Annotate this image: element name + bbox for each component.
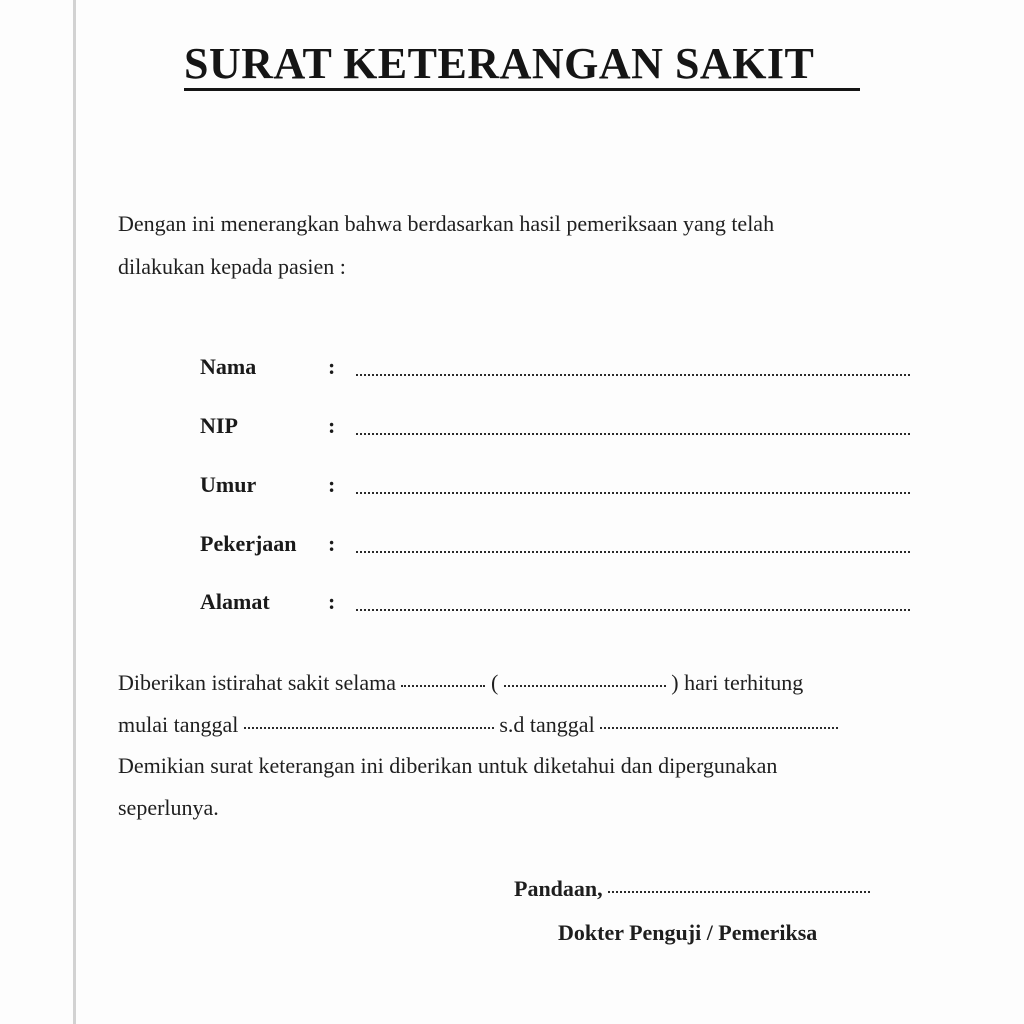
place-name: Pandaan,: [514, 876, 603, 901]
field-blank-pekerjaan[interactable]: [356, 551, 910, 553]
closing-line-2: seperlunya.: [118, 795, 219, 820]
field-label-nip: NIP: [200, 413, 238, 438]
field-row-nama: [200, 354, 912, 384]
intro-line-1: Dengan ini menerangkan bahwa berdasarkan hasil pemeriksaan yang telah: [118, 211, 775, 236]
field-label-umur: Umur: [200, 472, 257, 497]
date-end-blank[interactable]: [600, 727, 838, 729]
field-colon: :: [328, 531, 336, 556]
document-title: SURAT KETERANGAN SAKIT: [184, 39, 815, 88]
field-colon: :: [328, 413, 336, 438]
rest-days-close-paren: ): [671, 670, 679, 695]
field-row-umur: [200, 472, 912, 502]
signature-place-line: [514, 876, 870, 902]
rest-days-text: Diberikan istirahat sakit selama: [118, 670, 396, 695]
date-start-blank[interactable]: [244, 727, 494, 729]
rest-days-blank[interactable]: [401, 685, 485, 687]
rest-days-suffix: hari terhitung: [684, 670, 804, 695]
field-colon: :: [328, 354, 336, 379]
closing-line-1: Demikian surat keterangan ini diberikan untuk diketahui dan dipergunakan: [118, 753, 778, 778]
field-blank-umur[interactable]: [356, 492, 910, 494]
field-row-alamat: [200, 589, 912, 619]
intro-line-2: dilakukan kepada pasien :: [118, 254, 346, 279]
date-range-line: [118, 712, 838, 738]
title-underline: [184, 88, 860, 91]
field-row-nip: [200, 413, 912, 443]
date-start-text: mulai tanggal: [118, 712, 239, 737]
signer-role: Dokter Penguji / Pemeriksa: [558, 920, 818, 945]
field-colon: :: [328, 472, 336, 497]
page-edge-line: [73, 0, 76, 1024]
field-blank-nama[interactable]: [356, 374, 910, 376]
field-colon: :: [328, 589, 336, 614]
rest-days-open-paren: (: [490, 670, 499, 695]
field-blank-alamat[interactable]: [356, 609, 910, 611]
field-label-alamat: Alamat: [200, 589, 270, 614]
field-row-pekerjaan: [200, 531, 912, 561]
rest-days-line: [118, 670, 803, 696]
rest-days-words-blank[interactable]: [504, 685, 666, 687]
field-label-pekerjaan: Pekerjaan: [200, 531, 297, 556]
field-label-nama: Nama: [200, 354, 257, 379]
date-end-text: s.d tanggal: [499, 712, 595, 737]
field-blank-nip[interactable]: [356, 433, 910, 435]
place-date-blank[interactable]: [608, 891, 870, 893]
